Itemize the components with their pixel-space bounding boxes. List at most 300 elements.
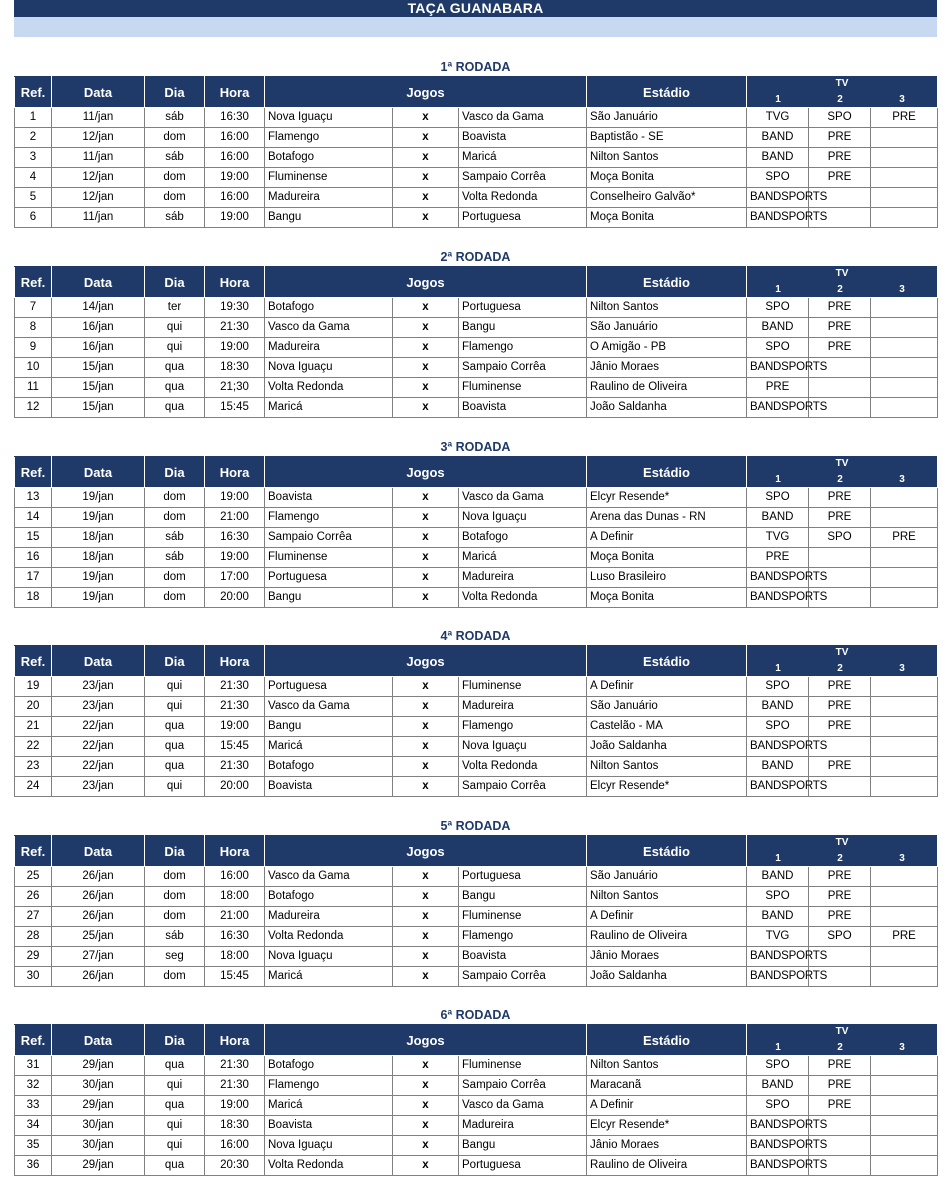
cell-vs: x [393,148,459,168]
table-row [15,378,938,398]
cell-tv1: BANDSPORTS [747,188,809,208]
cell-tv3 [871,208,938,228]
cell-ref: 10 [15,358,52,378]
cell-home-team: Maricá [265,967,393,987]
cell-home-team: Sampaio Corrêa [265,528,393,548]
header-hora: Hora [205,77,265,108]
cell-dia: qua [145,378,205,398]
cell-vs: x [393,1056,459,1076]
cell-data: 16/jan [52,318,145,338]
header-estadio: Estádio [587,1025,747,1056]
cell-tv3 [871,548,938,568]
cell-data: 26/jan [52,967,145,987]
cell-home-team: Volta Redonda [265,1156,393,1176]
cell-tv3: PRE [871,528,938,548]
cell-ref: 9 [15,338,52,358]
cell-ref: 6 [15,208,52,228]
cell-vs: x [393,108,459,128]
cell-home-team: Botafogo [265,887,393,907]
cell-vs: x [393,1116,459,1136]
cell-hora: 20:00 [205,588,265,608]
table-header-row [15,77,938,108]
cell-home-team: Portuguesa [265,568,393,588]
header-tv3: 3 [899,474,905,485]
table-row [15,318,938,338]
cell-estadio: Nilton Santos [587,757,747,777]
cell-tv2: PRE [809,867,871,887]
table-row [15,947,938,967]
cell-ref: 5 [15,188,52,208]
cell-dia: dom [145,168,205,188]
schedule-table [14,645,938,797]
cell-vs: x [393,757,459,777]
table-row [15,338,938,358]
cell-hora: 19:30 [205,298,265,318]
table-row [15,188,938,208]
cell-tv1: BAND [747,1076,809,1096]
cell-data: 23/jan [52,777,145,797]
header-tv1: 1 [775,853,781,864]
header-ref: Ref. [15,457,52,488]
cell-tv3 [871,867,938,887]
cell-data: 12/jan [52,168,145,188]
cell-ref: 2 [15,128,52,148]
cell-tv2: PRE [809,128,871,148]
round-label: 6ª RODADA [440,1008,511,1022]
cell-dia: qua [145,398,205,418]
cell-tv2 [809,548,871,568]
cell-tv1: PRE [747,378,809,398]
cell-home-team: Flamengo [265,508,393,528]
cell-data: 23/jan [52,697,145,717]
cell-dia: qua [145,358,205,378]
title-underband [14,17,937,37]
cell-ref: 30 [15,967,52,987]
cell-tv1: SPO [747,298,809,318]
cell-home-team: Vasco da Gama [265,867,393,887]
cell-estadio: Moça Bonita [587,208,747,228]
header-estadio: Estádio [587,77,747,108]
header-tv3: 3 [899,853,905,864]
cell-hora: 21:30 [205,697,265,717]
cell-away-team: Botafogo [459,528,587,548]
header-hora: Hora [205,646,265,677]
cell-tv1: BAND [747,318,809,338]
header-tv [747,457,938,488]
cell-tv2: PRE [809,697,871,717]
table-row [15,757,938,777]
cell-tv2: SPO [809,108,871,128]
cell-estadio: Maracanã [587,1076,747,1096]
cell-tv3 [871,168,938,188]
cell-tv3 [871,1116,938,1136]
header-tv2: 2 [837,853,843,864]
header-dia: Dia [145,836,205,867]
cell-estadio: Jânio Moraes [587,358,747,378]
header-tv-label: TV [835,647,849,658]
cell-ref: 21 [15,717,52,737]
cell-tv3 [871,1056,938,1076]
round-label: 4ª RODADA [440,629,511,643]
table-header-row [15,836,938,867]
cell-vs: x [393,548,459,568]
header-tv1: 1 [775,663,781,674]
header-tv2: 2 [837,94,843,105]
cell-ref: 16 [15,548,52,568]
cell-home-team: Nova Iguaçu [265,108,393,128]
cell-estadio: São Januário [587,318,747,338]
cell-tv3 [871,398,938,418]
cell-home-team: Volta Redonda [265,378,393,398]
cell-tv2: SPO [809,927,871,947]
cell-ref: 7 [15,298,52,318]
cell-ref: 20 [15,697,52,717]
cell-data: 25/jan [52,927,145,947]
cell-dia: qua [145,737,205,757]
cell-estadio: Nilton Santos [587,148,747,168]
header-estadio: Estádio [587,836,747,867]
cell-home-team: Maricá [265,398,393,418]
cell-tv1: SPO [747,677,809,697]
cell-tv1: BAND [747,757,809,777]
cell-tv2: PRE [809,677,871,697]
cell-away-team: Bangu [459,887,587,907]
cell-away-team: Madureira [459,1116,587,1136]
cell-data: 29/jan [52,1156,145,1176]
table-row [15,1056,938,1076]
cell-tv2: PRE [809,318,871,338]
cell-data: 19/jan [52,488,145,508]
cell-home-team: Botafogo [265,148,393,168]
cell-hora: 16:30 [205,108,265,128]
table-header-row [15,267,938,298]
cell-tv3 [871,1156,938,1176]
cell-tv3 [871,508,938,528]
cell-away-team: Madureira [459,697,587,717]
round-label: 1ª RODADA [440,60,511,74]
cell-hora: 16:00 [205,867,265,887]
cell-ref: 24 [15,777,52,797]
cell-vs: x [393,588,459,608]
cell-vs: x [393,398,459,418]
cell-tv3 [871,128,938,148]
cell-away-team: Bangu [459,1136,587,1156]
header-tv1: 1 [775,94,781,105]
header-tv [747,267,938,298]
header-data: Data [52,267,145,298]
cell-away-team: Bangu [459,318,587,338]
header-tv [747,836,938,867]
cell-ref: 18 [15,588,52,608]
round-label: 5ª RODADA [440,819,511,833]
header-tv2: 2 [837,284,843,295]
cell-tv2: PRE [809,298,871,318]
table-row [15,508,938,528]
cell-home-team: Madureira [265,188,393,208]
cell-tv2: PRE [809,757,871,777]
header-hora: Hora [205,836,265,867]
cell-data: 30/jan [52,1076,145,1096]
cell-hora: 18:30 [205,358,265,378]
cell-tv1: BANDSPORTS [747,947,809,967]
cell-estadio: Luso Brasileiro [587,568,747,588]
cell-home-team: Bangu [265,208,393,228]
cell-dia: qui [145,1116,205,1136]
cell-tv1: BANDSPORTS [747,1116,809,1136]
header-hora: Hora [205,1025,265,1056]
round-section [14,627,937,797]
cell-dia: dom [145,128,205,148]
header-tv-label: TV [835,78,849,89]
cell-home-team: Madureira [265,907,393,927]
cell-home-team: Flamengo [265,128,393,148]
table-header-row [15,646,938,677]
cell-dia: dom [145,588,205,608]
cell-tv3 [871,947,938,967]
cell-tv3 [871,887,938,907]
table-row [15,737,938,757]
cell-hora: 19:00 [205,338,265,358]
cell-dia: dom [145,508,205,528]
table-row [15,677,938,697]
cell-dia: qua [145,1056,205,1076]
cell-tv3 [871,378,938,398]
cell-data: 18/jan [52,548,145,568]
cell-hora: 16:00 [205,188,265,208]
cell-hora: 16:30 [205,528,265,548]
cell-ref: 35 [15,1136,52,1156]
cell-tv1: BANDSPORTS [747,588,809,608]
cell-data: 29/jan [52,1056,145,1076]
schedule-table [14,456,938,608]
cell-home-team: Boavista [265,488,393,508]
header-data: Data [52,836,145,867]
cell-hora: 21:30 [205,677,265,697]
cell-tv1: BANDSPORTS [747,398,809,418]
header-tv-label: TV [835,268,849,279]
cell-vs: x [393,358,459,378]
cell-hora: 21;30 [205,378,265,398]
cell-away-team: Boavista [459,398,587,418]
cell-ref: 22 [15,737,52,757]
cell-dia: ter [145,298,205,318]
cell-hora: 20:00 [205,777,265,797]
table-row [15,717,938,737]
cell-ref: 27 [15,907,52,927]
header-hora: Hora [205,457,265,488]
cell-home-team: Volta Redonda [265,927,393,947]
cell-ref: 19 [15,677,52,697]
cell-dia: qui [145,677,205,697]
cell-data: 30/jan [52,1136,145,1156]
cell-dia: qua [145,757,205,777]
cell-ref: 1 [15,108,52,128]
cell-estadio: João Saldanha [587,967,747,987]
cell-hora: 15:45 [205,967,265,987]
cell-dia: sáb [145,548,205,568]
cell-vs: x [393,1096,459,1116]
header-jogos: Jogos [265,267,587,298]
cell-estadio: São Januário [587,697,747,717]
header-jogos: Jogos [265,77,587,108]
cell-tv1: BAND [747,508,809,528]
cell-hora: 16:00 [205,148,265,168]
cell-ref: 28 [15,927,52,947]
header-estadio: Estádio [587,646,747,677]
round-section [14,248,937,418]
table-row [15,887,938,907]
schedule-table [14,1024,938,1176]
cell-tv3: PRE [871,927,938,947]
cell-home-team: Bangu [265,588,393,608]
table-row [15,358,938,378]
cell-tv3 [871,358,938,378]
cell-estadio: Elcyr Resende* [587,488,747,508]
round-section [14,817,937,987]
cell-estadio: Raulino de Oliveira [587,1156,747,1176]
table-row [15,548,938,568]
cell-data: 19/jan [52,508,145,528]
cell-tv2: PRE [809,1056,871,1076]
schedule-table [14,266,938,418]
cell-tv2: SPO [809,528,871,548]
cell-vs: x [393,128,459,148]
table-row [15,108,938,128]
table-header-row [15,457,938,488]
table-row [15,777,938,797]
cell-hora: 20:30 [205,1156,265,1176]
cell-vs: x [393,188,459,208]
cell-hora: 15:45 [205,737,265,757]
cell-ref: 23 [15,757,52,777]
cell-estadio: Elcyr Resende* [587,777,747,797]
cell-tv1: BANDSPORTS [747,1156,809,1176]
cell-tv1: BAND [747,148,809,168]
cell-hora: 15:45 [205,398,265,418]
table-row [15,907,938,927]
cell-data: 15/jan [52,378,145,398]
round-section [14,438,937,608]
cell-tv1: BAND [747,907,809,927]
cell-home-team: Boavista [265,1116,393,1136]
cell-hora: 16:00 [205,1136,265,1156]
cell-vs: x [393,677,459,697]
table-row [15,867,938,887]
cell-data: 11/jan [52,108,145,128]
cell-away-team: Flamengo [459,927,587,947]
header-dia: Dia [145,1025,205,1056]
cell-away-team: Fluminense [459,378,587,398]
table-row [15,927,938,947]
cell-dia: sáb [145,208,205,228]
cell-hora: 16:30 [205,927,265,947]
cell-home-team: Flamengo [265,1076,393,1096]
header-hora: Hora [205,267,265,298]
cell-ref: 11 [15,378,52,398]
header-tv3: 3 [899,663,905,674]
cell-vs: x [393,887,459,907]
round-label: 3ª RODADA [440,440,511,454]
cell-hora: 18:30 [205,1116,265,1136]
table-header-row [15,1025,938,1056]
cell-home-team: Botafogo [265,298,393,318]
table-row [15,1136,938,1156]
cell-ref: 31 [15,1056,52,1076]
cell-estadio: Nilton Santos [587,298,747,318]
cell-dia: dom [145,188,205,208]
cell-away-team: Volta Redonda [459,588,587,608]
cell-tv1: SPO [747,1056,809,1076]
cell-dia: sáb [145,108,205,128]
cell-data: 26/jan [52,867,145,887]
cell-estadio: A Definir [587,907,747,927]
header-data: Data [52,77,145,108]
cell-estadio: A Definir [587,1096,747,1116]
table-row [15,128,938,148]
cell-away-team: Maricá [459,148,587,168]
cell-tv1: PRE [747,548,809,568]
cell-away-team: Sampaio Corrêa [459,1076,587,1096]
cell-away-team: Vasco da Gama [459,488,587,508]
header-tv [747,1025,938,1056]
cell-vs: x [393,488,459,508]
table-row [15,398,938,418]
cell-data: 14/jan [52,298,145,318]
cell-vs: x [393,927,459,947]
cell-tv3 [871,697,938,717]
header-ref: Ref. [15,646,52,677]
cell-away-team: Vasco da Gama [459,108,587,128]
table-row [15,1096,938,1116]
header-estadio: Estádio [587,267,747,298]
header-estadio: Estádio [587,457,747,488]
cell-home-team: Maricá [265,737,393,757]
cell-hora: 21:30 [205,757,265,777]
table-row [15,1156,938,1176]
cell-ref: 36 [15,1156,52,1176]
cell-hora: 21:00 [205,508,265,528]
header-tv-label: TV [835,1026,849,1037]
cell-away-team: Sampaio Corrêa [459,358,587,378]
cell-vs: x [393,508,459,528]
cell-vs: x [393,208,459,228]
header-jogos: Jogos [265,836,587,867]
cell-away-team: Sampaio Corrêa [459,777,587,797]
cell-away-team: Boavista [459,128,587,148]
cell-hora: 21:30 [205,1076,265,1096]
cell-tv2: PRE [809,508,871,528]
cell-vs: x [393,867,459,887]
table-row [15,1116,938,1136]
cell-away-team: Fluminense [459,677,587,697]
cell-tv3 [871,148,938,168]
cell-dia: qui [145,1076,205,1096]
header-dia: Dia [145,646,205,677]
cell-home-team: Maricá [265,1096,393,1116]
cell-home-team: Vasco da Gama [265,697,393,717]
table-row [15,298,938,318]
header-tv2: 2 [837,663,843,674]
cell-hora: 19:00 [205,168,265,188]
cell-tv2: PRE [809,717,871,737]
cell-estadio: Elcyr Resende* [587,1116,747,1136]
cell-tv3 [871,1136,938,1156]
cell-tv1: SPO [747,887,809,907]
cell-estadio: João Saldanha [587,737,747,757]
cell-away-team: Portuguesa [459,298,587,318]
cell-away-team: Volta Redonda [459,757,587,777]
cell-data: 26/jan [52,887,145,907]
